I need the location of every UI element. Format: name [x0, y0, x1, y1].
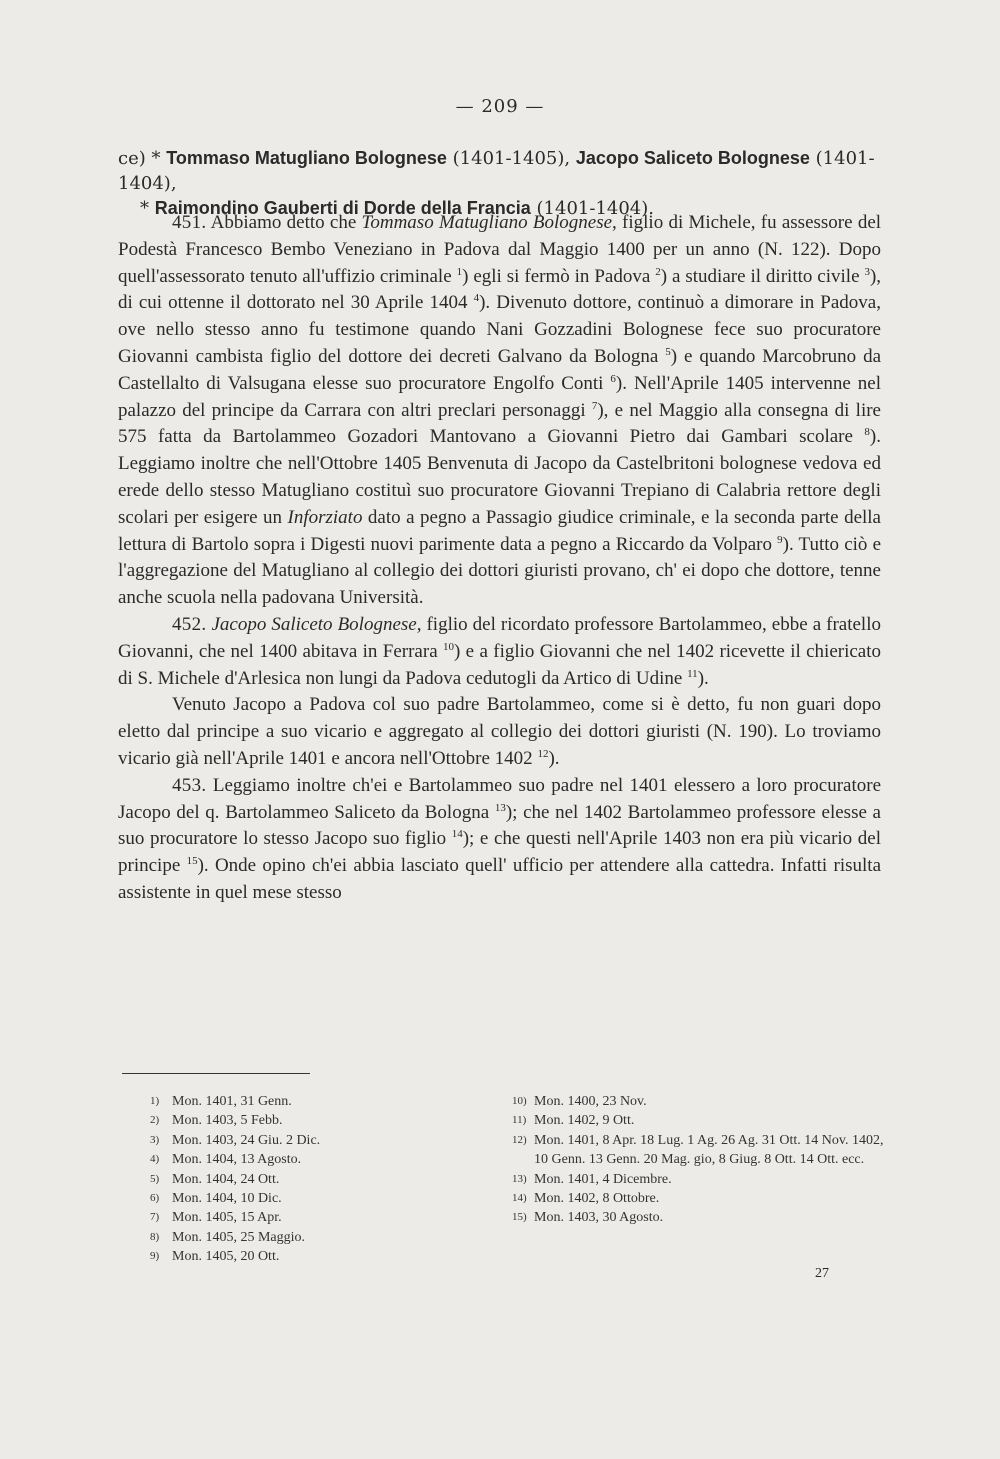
footnote-number: 4) — [150, 1153, 160, 1166]
footnote-text: Mon. 1401, 4 Dicembre. — [534, 1171, 672, 1187]
heading-name-2: Jacopo Saliceto Bolognese — [575, 148, 810, 168]
paragraph-number: 452. — [172, 613, 207, 635]
text-run: ); che nel 1402 Bartolammeo professore elesse a suo procuratore lo stesso Jacopo suo figlio — [118, 801, 881, 850]
text-run: figlio del ricordato professore Bartolammeo, ebbe a fratello Giovanni, che nel 1400 abitava in Ferrara — [118, 613, 881, 662]
footnote — [150, 1170, 410, 1189]
heading-years-3: (1401-1404). — [536, 198, 654, 219]
footnote-ref: 9 — [777, 533, 783, 546]
text-run: ) e quando Marcobruno da Castellalto di Valsugana elesse suo procuratore Engolfo Conti — [118, 345, 882, 394]
footnote-text: Mon. 1400, 23 Nov. — [534, 1094, 647, 1109]
paragraph-452-continued — [118, 692, 881, 772]
heading-name-1: Tommaso Matugliano Bolognese — [166, 148, 447, 168]
text-run: ). Tutto ciò e l'aggregazione del Matugliano al collegio dei dottori giuristi provano, ch' ei dopo che dottore, tenne anche scuola nella padovana Università. — [118, 533, 882, 609]
footnote-ref: 11 — [687, 667, 698, 680]
footnote-ref: 14 — [451, 828, 463, 841]
text-run: ). Nell'Aprile 1405 intervenne nel palazzo del principe da Carrara con altri preclari personaggi — [118, 372, 882, 421]
footnote-number: 8) — [150, 1230, 160, 1243]
footnote-text: Mon. 1404, 10 Dic. — [172, 1191, 282, 1207]
paragraph-452 — [118, 612, 881, 692]
footnote-number: 10) — [512, 1095, 527, 1107]
footnote-ref: 10 — [443, 640, 454, 653]
italic-name: Jacopo Saliceto Bolognese, — [211, 613, 422, 635]
footnote — [150, 1228, 410, 1247]
footnote-text: Mon. 1405, 20 Ott. — [172, 1249, 280, 1265]
footnote — [150, 1247, 410, 1266]
footnote — [150, 1189, 410, 1208]
footnote-ref: 4 — [473, 292, 480, 305]
footnote-text: Mon. 1403, 5 Febb. — [172, 1113, 283, 1129]
paragraph-number: 451. — [172, 212, 207, 233]
footnote-text: Mon. 1403, 30 Agosto. — [534, 1210, 664, 1226]
footnote-text: Mon. 1401, 8 Apr. 18 Lug. 1 Ag. 26 Ag. 31 Ott. 14 Nov. 1402, 10 Genn. 13 Genn. 20 Mag. gio, 8 Giug. 8 Ott. 14 Ott. ecc. — [534, 1132, 884, 1168]
paragraph-451 — [118, 210, 881, 612]
footnote-number: 7) — [150, 1211, 160, 1224]
footnotes-right-column — [512, 1092, 884, 1228]
footnote — [512, 1208, 884, 1227]
footnote-text: Mon. 1402, 9 Ott. — [534, 1113, 635, 1129]
footnote-text: Mon. 1405, 15 Apr. — [172, 1210, 282, 1226]
footnote-number: 5) — [150, 1172, 160, 1185]
footnote — [512, 1111, 884, 1130]
footnote — [150, 1092, 410, 1111]
footnote-ref: 1 — [456, 265, 463, 278]
footnote-number: 15) — [512, 1211, 527, 1224]
footnote-number: 12) — [512, 1133, 527, 1146]
footnote — [150, 1208, 410, 1227]
heading-years-2: (1401-1404), — [118, 148, 875, 194]
footnote-ref: 7 — [591, 399, 598, 412]
heading-years-1: (1401-1405), — [452, 148, 571, 169]
text-run: ) e a figlio Giovanni che nel 1402 ricevette il chiericato di S. Michele d'Arlesica non lungi da Padova cedutogli da Artico di Udine — [118, 640, 882, 689]
text-run: dato a pegno a Passagio giudice criminale, e la seconda parte della lettura di Bartolo sopra i Digesti nuovi parimente data a pegno a Riccardo da Volparo — [118, 506, 881, 555]
footnote-ref: 15 — [186, 855, 198, 868]
text-run: ) egli si fermò in Padova — [462, 265, 651, 287]
heading-prefix: ce) * — [118, 148, 161, 169]
footnote-ref: 6 — [610, 372, 616, 385]
body-text — [118, 210, 881, 907]
footnote-number: 14) — [512, 1192, 527, 1205]
heading-line-1 — [118, 146, 884, 196]
footnote — [512, 1189, 884, 1208]
footnote-text: Mon. 1401, 31 Genn. — [172, 1094, 292, 1109]
text-run: ). — [548, 747, 560, 769]
footnote — [512, 1170, 884, 1189]
footnote — [150, 1111, 410, 1130]
paragraph-number: 453. — [172, 774, 207, 796]
footnote-ref: 2 — [655, 265, 661, 278]
paragraph-453 — [118, 773, 881, 907]
text-run: Venuto Jacopo a Padova col suo padre Bartolammeo, come si è detto, fu non guari dopo eletto dal principe a suo vicario e aggregato al collegio dei dottori giuristi (N. 190). Lo troviamo vicario già nell'Aprile 1401 e ancora nell'Ottobre 1402 — [118, 694, 881, 769]
footnote-number: 9) — [150, 1250, 160, 1263]
footnote-number: 3) — [150, 1133, 160, 1146]
text-run: ). Divenuto dottore, continuò a dimorare in Padova, ove nello stesso anno fu testimone quando Nani Gozzadini Bolognese fece suo procuratore Giovanni cambista figlio del dottore dei decreti Galvano da Bologna — [118, 292, 881, 367]
footnotes-left-column — [150, 1092, 410, 1267]
footnote-text: Mon. 1403, 24 Giu. 2 Dic. — [172, 1132, 321, 1148]
text-run: ). Leggiamo inoltre che nell'Ottobre 1405 Benvenuta di Jacopo da Castelbritoni bolognese vedova ed erede dello stesso Matugliano costituì suo procuratore Giovanni Trepiano di Calabria rettore degli scolari per esigere un — [118, 426, 881, 528]
footnote-ref: 8 — [864, 426, 870, 439]
text-run: figlio di Michele, fu assessore del Podestà Francesco Bembo Veneziano in Padova dal Maggio 1400 per un anno (N. 122). Dopo quell'assessorato tenuto all'uffizio criminale — [118, 212, 882, 287]
heading-prefix-2: * — [140, 198, 149, 219]
footnote-number: 2) — [150, 1114, 160, 1127]
footnote-text: Mon. 1404, 24 Ott. — [172, 1171, 280, 1187]
signature-mark: 27 — [815, 1266, 829, 1281]
footnote — [150, 1150, 410, 1169]
footnote — [512, 1131, 884, 1170]
footnote-ref: 13 — [494, 801, 506, 814]
footnote-ref: 3 — [864, 265, 870, 278]
italic-name: Tommaso Matugliano Bolognese, — [361, 212, 617, 233]
text-run: ), di cui ottenne il dottorato nel 30 Aprile 1404 — [118, 265, 882, 314]
text-run: Leggiamo inoltre ch'ei e Bartolammeo suo padre nel 1401 elessero a loro procuratore Jacopo del q. Bartolammeo Saliceto da Bologna — [118, 774, 881, 823]
footnote-divider — [122, 1073, 310, 1074]
footnote-number: 6) — [150, 1192, 160, 1205]
heading-name-3: Raimondino Gauberti di Dorde della Francia — [154, 198, 531, 218]
footnote-number: 11) — [512, 1114, 527, 1127]
footnote-text: Mon. 1405, 25 Maggio. — [172, 1229, 305, 1245]
text-run: ), e nel Maggio alla consegna di lire 575 fatta da Bartolammeo Gozadori Mantovano a Giovanni Pietro dai Gambari scolare — [118, 399, 881, 448]
footnote-ref: 12 — [537, 747, 549, 760]
footnote — [150, 1131, 410, 1150]
text-run: ) a studiare il diritto civile — [660, 265, 860, 287]
footnote-number: 1) — [150, 1095, 160, 1107]
footnote-ref: 5 — [665, 345, 671, 358]
footnote-number: 13) — [512, 1172, 527, 1185]
italic-term: Inforziato — [287, 506, 363, 528]
page-number: — 209 — — [455, 96, 545, 117]
text-run: ). — [697, 667, 709, 689]
footnote-text: Mon. 1404, 13 Agosto. — [172, 1152, 302, 1168]
footnote — [512, 1092, 884, 1111]
text-run: Abbiamo detto che — [210, 212, 357, 233]
text-run: ); e che questi nell'Aprile 1403 non era più vicario del principe — [118, 828, 881, 877]
footnote-text: Mon. 1402, 8 Ottobre. — [534, 1191, 660, 1207]
text-run: ). Onde opino ch'ei abbia lasciato quell' ufficio per attendere alla cattedra. Infatti risulta assistente in quel mese stesso — [118, 855, 882, 903]
